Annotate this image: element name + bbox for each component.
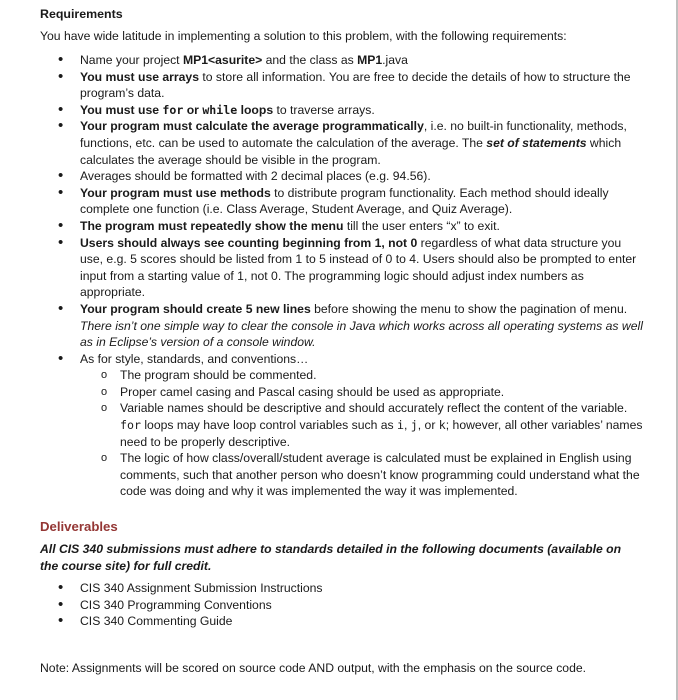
code-keyword: for (120, 418, 141, 433)
list-item (55, 52, 645, 69)
item-text: .java (382, 53, 408, 67)
item-bold-text: You must use (80, 102, 163, 117)
requirements-list (55, 52, 645, 500)
item-text: , i.e. no built-in functionality, methods, functions, etc. can be used to automate the calculation of the average. The (80, 119, 627, 150)
list-item (55, 218, 645, 235)
list-item (55, 118, 645, 168)
item-bold-text: MP1 (357, 53, 383, 67)
sublist-item (80, 384, 645, 401)
item-text: As for style, standards, and conventions… (80, 351, 309, 366)
sublist-item (80, 400, 645, 450)
deliverables-heading: Deliverables (40, 519, 118, 534)
item-bold-text: loops (237, 102, 274, 117)
item-bold-text: Your program must use methods (80, 185, 271, 200)
item-text: , (404, 418, 411, 433)
item-text: to traverse arrays. (273, 102, 375, 117)
list-item (55, 185, 645, 218)
deliverables-note: All CIS 340 submissions must adhere to standards detailed in the following documents (available on the course site) for full credit. (40, 542, 622, 573)
list-item (55, 235, 645, 301)
item-bold-text: You must use arrays (80, 69, 199, 84)
item-text: Name your project (80, 53, 183, 67)
item-text: , or (417, 418, 439, 433)
item-bold-text: Your program must calculate the average programmatically (80, 119, 424, 134)
item-bold-text: Your program should create 5 new lines (80, 301, 311, 316)
item-text: to store all information. You are free to decide the details of how to structure the program’s data. (80, 69, 631, 101)
item-bold-text: Users should always see counting beginning from 1, not 0 (80, 235, 418, 250)
item-italic-text: There isn’t one simple way to clear the console in Java which works across all operating systems as well as in Eclipse’s version of a console window. (80, 318, 643, 350)
item-text: Averages should be formatted with 2 decimal places (e.g. 94.56). (80, 169, 431, 184)
list-item (55, 351, 645, 500)
list-item (55, 168, 645, 185)
item-text: Variable names should be descriptive and should accurately reflect the content of the variable. (120, 401, 628, 416)
list-item (55, 301, 645, 351)
item-text: regardless of what data structure you use, e.g. 5 scores should be listed from 1 to 5 instead of 0 to 4. Users should also be prompted to enter input from a starting value of 1, not 0. The programming logic should adjust index numbers as appropriate. (80, 235, 637, 300)
item-text: ; however, all other variables’ names need to be properly descriptive. (120, 418, 643, 449)
footer-note: Note: Assignments will be scored on source code AND output, with the emphasis on the source code. (40, 661, 587, 675)
code-keyword: j (410, 418, 418, 433)
requirements-heading: Requirements (40, 7, 123, 21)
document-list-item: • CIS 340 Commenting Guide (55, 613, 323, 630)
item-text: and the class as (262, 53, 358, 67)
style-sublist (80, 367, 645, 500)
code-keyword: for (162, 102, 184, 117)
document-list-item: • CIS 340 Programming Conventions (55, 597, 323, 614)
item-text: loops may have loop control variables such as (140, 418, 398, 433)
item-text: before showing the menu to show the pagination of menu. (310, 301, 628, 316)
code-keyword: while (202, 102, 238, 117)
item-text: to distribute program functionality. Each method should ideally complete one function (i.e. Class Average, Student Average, and Quiz Average). (80, 185, 609, 217)
item-text: The program should be commented. (120, 368, 317, 383)
code-keyword: k (438, 418, 446, 433)
item-bold-text: The program must repeatedly show the menu (80, 218, 344, 233)
item-bold-italic-text: set of statements (486, 135, 587, 150)
item-text: till the user enters “x” to exit. (343, 218, 500, 233)
item-bold-text: or (183, 102, 203, 117)
item-text: which calculates the average should be visible in the program. (80, 135, 622, 167)
item-text: Proper camel casing and Pascal casing should be used as appropriate. (120, 384, 505, 399)
sublist-item (80, 367, 645, 384)
item-text: The logic of how class/overall/student average is calculated must be explained in English using comments, such that another person who doesn’t know programming could understand what the code was doing and why it was implemented the way it was implemented. (120, 451, 640, 499)
code-keyword: i (397, 418, 405, 433)
list-item (55, 69, 645, 102)
item-bold-text: MP1<asurite> (182, 53, 263, 67)
document-list-item: • CIS 340 Assignment Submission Instructions (55, 580, 323, 597)
deliverables-document-list (55, 580, 323, 630)
list-item (55, 102, 645, 119)
requirements-intro: You have wide latitude in implementing a solution to this problem, with the following requirements: (40, 29, 567, 43)
sublist-item (80, 450, 645, 500)
